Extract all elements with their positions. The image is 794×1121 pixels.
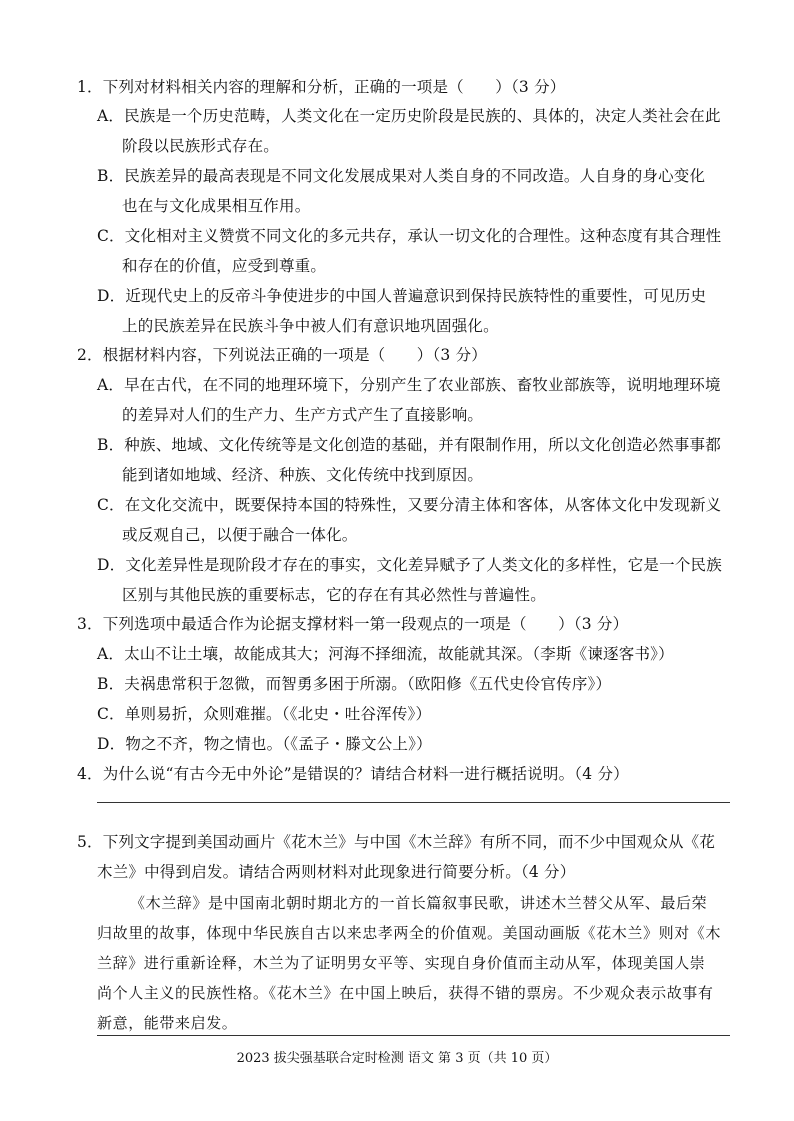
q1-option-c-line2: 和存在的价值，应受到尊重。 [122, 257, 327, 275]
q5-answer-line[interactable] [97, 1035, 730, 1036]
q5-passage-line1: 《木兰辞》是中国南北朝时期北方的一首长篇叙事民歌，讲述木兰替父从军、最后荣 [130, 894, 708, 912]
q1-option-d-line2: 上的民族差异在民族斗争中被人们有意识地巩固强化。 [122, 317, 499, 335]
q1-option-b-line1: B．民族差异的最高表现是不同文化发展成果对人类自身的不同改造。人自身的身心变化 [97, 167, 706, 185]
q1-option-b-line2: 也在与文化成果相互作用。 [122, 197, 311, 215]
q5-passage-line5: 新意，能带来启发。 [97, 1014, 238, 1032]
q3-option-b: B．夫祸患常积于忽微，而智勇多困于所溺。（欧阳修《五代史伶官传序》） [97, 675, 612, 693]
q1-option-a-line2: 阶段以民族形式存在。 [122, 137, 280, 155]
q2-stem: 2．根据材料内容，下列说法正确的一项是（ ）（3 分） [77, 346, 488, 364]
q2-option-c-line2: 或反观自己，以便于融合一体化。 [122, 526, 358, 544]
q3-option-c: C．单则易折，众则难摧。（《北史・吐谷浑传》） [97, 705, 432, 723]
q5-passage-line4: 尚个人主义的民族性格。《花木兰》在中国上映后，获得不错的票房。不少观众表示故事有 [97, 984, 714, 1002]
page-footer: 2023 拔尖强基联合定时检测 语文 第 3 页（共 10 页） [236, 1051, 558, 1066]
q4-answer-line[interactable] [97, 802, 730, 803]
q3-stem: 3．下列选项中最适合作为论据支撑材料一第一段观点的一项是（ ）（3 分） [77, 615, 629, 633]
q2-option-d-line1: D．文化差异性是现阶段才存在的事实，文化差异赋予了人类文化的多样性，它是一个民族 [97, 556, 722, 574]
q2-option-c-line1: C．在文化交流中，既要保持本国的特殊性，又要分清主体和客体，从客体文化中发现新义 [97, 496, 722, 514]
q2-option-a-line2: 的差异对人们的生产力、生产方式产生了直接影响。 [122, 406, 484, 424]
q2-option-b-line1: B．种族、地域、文化传统等是文化创造的基础，并有限制作用，所以文化创造必然事事都 [97, 436, 721, 454]
q2-option-b-line2: 能到诸如地域、经济、种族、文化传统中找到原因。 [122, 466, 484, 484]
q3-option-d: D．物之不齐，物之情也。（《孟子・滕文公上》） [97, 735, 432, 753]
q5-stem-line2: 木兰》中得到启发。请结合两则材料对此现象进行简要分析。（4 分） [97, 863, 576, 881]
q5-passage-line3: 兰辞》进行重新诠释，木兰为了证明男女平等、实现自身价值而主动从军，体现美国人崇 [97, 954, 706, 972]
q1-option-c-line1: C．文化相对主义赞赏不同文化的多元共存，承认一切文化的合理性。这种态度有其合理性 [97, 227, 722, 245]
q3-option-a: A．太山不让土壤，故能成其大；河海不择细流，故能就其深。（李斯《谏逐客书》） [97, 645, 674, 663]
q1-option-d-line1: D．近现代史上的反帝斗争使进步的中国人普遍意识到保持民族特性的重要性，可见历史 [97, 287, 707, 305]
q2-option-a-line1: A．早在古代，在不同的地理环境下，分别产生了农业部族、畜牧业部族等，说明地理环境 [97, 376, 721, 394]
q4-stem: 4．为什么说“有古今无中外论”是错误的？请结合材料一进行概括说明。（4 分） [77, 765, 629, 783]
q5-stem-line1: 5．下列文字提到美国动画片《花木兰》与中国《木兰辞》有所不同，而不少中国观众从《花 [77, 833, 716, 851]
q1-option-a-line1: A．民族是一个历史范畴，人类文化在一定历史阶段是民族的、具体的，决定人类社会在此 [97, 107, 721, 125]
q5-passage-line2: 归故里的故事，体现中华民族自古以来忠孝两全的价值观。美国动画版《花木兰》则对《木 [97, 924, 722, 942]
q2-option-d-line2: 区别与其他民族的重要标志，它的存在有其必然性与普遍性。 [122, 586, 546, 604]
q1-stem: 1．下列对材料相关内容的理解和分析，正确的一项是（ ）（3 分） [77, 78, 566, 96]
